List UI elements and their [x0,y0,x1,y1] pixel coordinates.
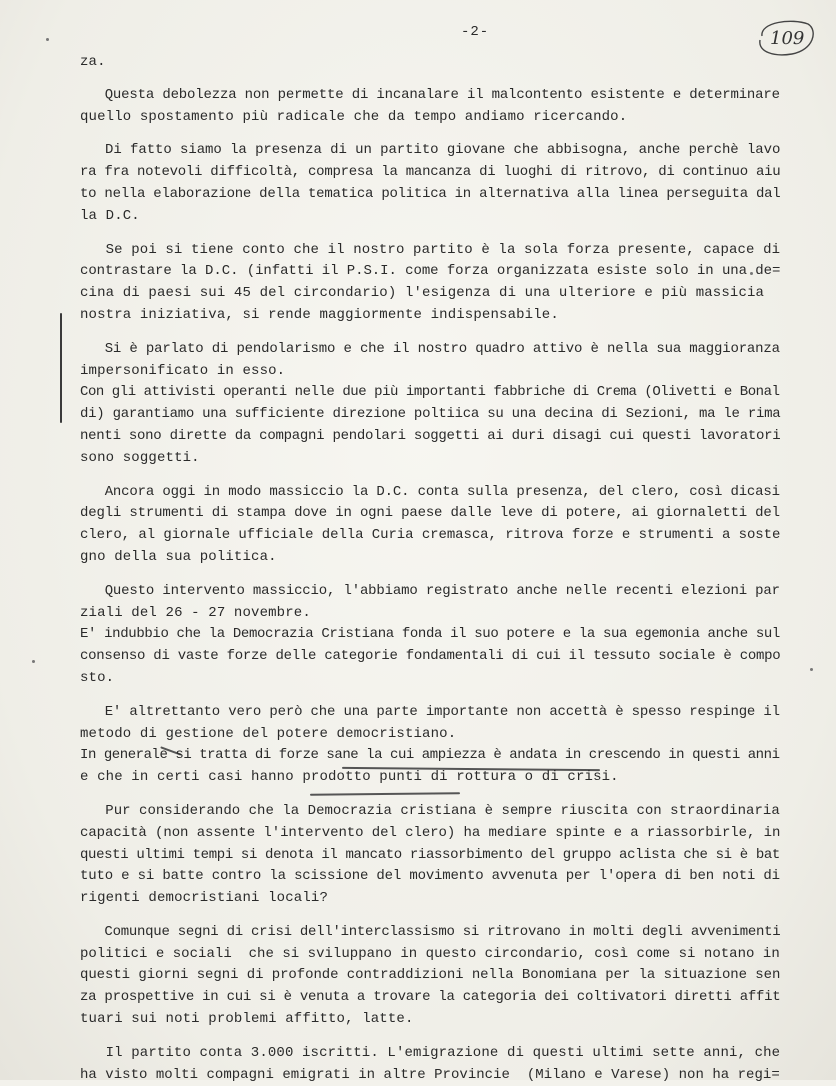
text-line: za prospettive in cui si è venuta a trovare la categoria dei coltivatori diretti affit [80,989,781,1006]
paragraph [80,52,780,74]
paragraph [80,240,780,327]
text-line: ha visto molti compagni emigrati in altre Provincie (Milano e Varese) non ha regi= [80,1066,780,1083]
text-line: contrastare la D.C. (infatti il P.S.I. come forza organizzata esiste solo in una de= [80,263,781,280]
text-line: Se poi si tiene conto che il nostro partito è la sola forza presente, capace di [80,241,781,258]
text-line: Si è parlato di pendolarismo e che il nostro quadro attivo è nella sua maggioranza [80,340,780,357]
paragraph [80,922,780,1031]
text-line: questi giorni segni di profonde contraddizioni nella Bonomiana per la situazione sen [80,967,781,984]
paragraph [80,801,780,910]
text-line: Di fatto siamo la presenza di un partito giovane che abbisogna, anche perchè lavo [80,142,781,159]
text-line: gno della sua politica. [80,548,277,565]
text-line: nostra iniziativa, si rende maggiormente indispensabile. [80,306,559,323]
text-line: consenso di vaste forze delle categorie fondamentali di cui il tessuto sociale è compo [80,648,781,665]
text-line: e che in certi casi hanno prodotto punti di rottura o di crisi. [80,769,619,786]
paper-speck [810,668,813,671]
text-line: nenti sono dirette da compagni pendolari soggetti ai duri disagi cui questi lavoratori [80,427,781,444]
text-line: la D.C. [80,207,140,224]
text-line: ziali del 26 - 27 novembre. [80,604,311,621]
text-line: Ancora oggi in modo massiccio la D.C. conta sulla presenza, del clero, così dicasi [80,483,780,500]
text-line: E' altrettanto vero però che una parte importante non accettà è spesso respinge il [80,703,780,720]
text-line: di) garantiamo una sufficiente direzione poltiica su una decina di Sezioni, ma le rima [80,406,781,423]
text-line: quello spostamento più radicale che da tempo andiamo ricercando. [80,108,628,125]
page-number: -2- [461,24,490,40]
text-line: Comunque segni di crisi dell'interclassismo si ritrovano in molti degli avvenimenti [80,923,781,940]
text-line: sono soggetti. [80,449,200,466]
archive-number: 109 [770,28,805,49]
text-line: E' indubbio che la Democrazia Cristiana fonda il suo potere e la sua egemonia anche sul [80,626,780,643]
text-line: tuari sui noti problemi affitto, latte. [80,1011,414,1028]
paragraph [80,702,780,789]
paragraph [80,140,780,227]
text-line: ra fra notevoli difficoltà, compresa la mancanza di luoghi di ritrovo, di continuo aiu [80,164,781,181]
text-line: clero, al giornale ufficiale della Curia cremasca, ritrova forze e strumenti a soste [80,527,781,544]
paragraph [80,85,780,129]
text-line: za. [80,54,106,70]
text-line: capacità (non assente l'intervento del clero) ha mediare spinte e a riassorbirle, in [80,824,781,841]
paper-speck [46,38,49,41]
paragraph [80,482,780,569]
text-line: to nella elaborazione della tematica politica in alternativa alla linea perseguita dal [80,185,781,202]
text-line: In generale si tratta di forze sane la cui ampiezza è andata in crescendo in questi anni [80,747,780,764]
paragraph [80,581,780,690]
text-line: impersonificato in esso. [80,362,286,379]
text-line: degli strumenti di stampa dove in ogni paese dalle leve di potere, ai giornaletti del [80,505,780,522]
text-line: politici e sociali che si sviluppano in questo circondario, così come si notano in [80,945,780,962]
paper-speck [32,660,35,663]
text-line: Questa debolezza non permette di incanalare il malcontento esistente e determinare [80,86,780,103]
text-line: Con gli attivisti operanti nelle due più importanti fabbriche di Crema (Olivetti e Bonal [80,384,780,401]
text-line: metodo di gestione del potere democristiano. [80,725,457,742]
paragraph [80,339,780,470]
text-line: cina di paesi sui 45 del circondario) l'esigenza di una ulteriore e più massicia [80,285,765,302]
text-line: Questo intervento massiccio, l'abbiamo registrato anche nelle recenti elezioni par [80,582,780,599]
text-line: tuto e si batte contro la scissione del movimento avvenuta per l'opera di ben noti di [80,868,780,885]
margin-bracket-mark [60,313,62,423]
text-line: sto. [80,669,115,686]
text-line: Pur considerando che la Democrazia cristiana è sempre riuscita con straordinaria [80,802,780,819]
text-line: questi ultimi tempi si denota il mancato riassorbimento del gruppo aclista che si è bat [80,846,780,863]
text-line: Il partito conta 3.000 iscritti. L'emigrazione di questi ultimi sette anni, che [80,1044,781,1061]
text-line: rigenti democristiani locali? [80,890,328,907]
document-body [80,52,780,1086]
